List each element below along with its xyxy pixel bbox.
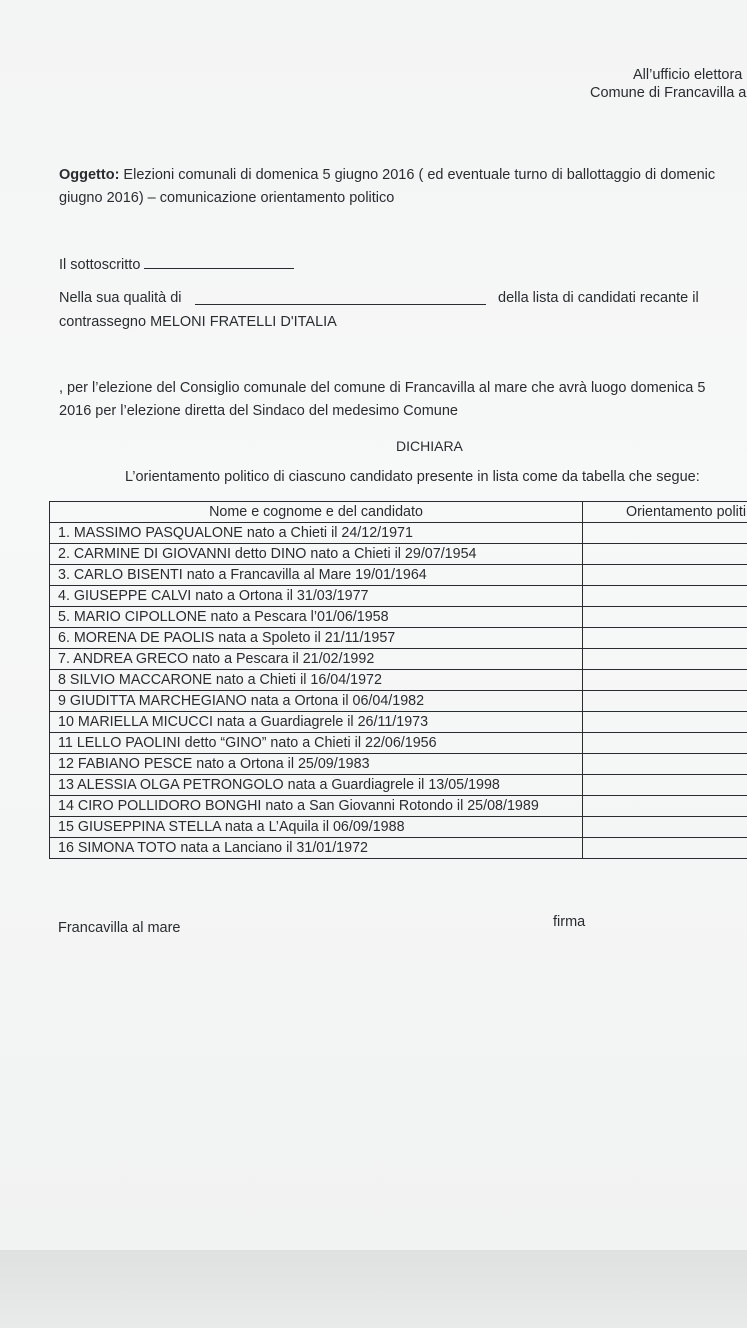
place-label: Francavilla al mare	[58, 920, 181, 936]
orientation-cell[interactable]	[583, 565, 747, 586]
table-row	[50, 775, 747, 796]
orientation-cell[interactable]	[583, 523, 747, 544]
table-row	[50, 817, 747, 838]
table-row	[50, 838, 747, 859]
candidate-cell: 6. MORENA DE PAOLIS nata a Spoleto il 21/11/1957	[50, 628, 583, 649]
table-row	[50, 796, 747, 817]
orientation-cell[interactable]	[583, 754, 747, 775]
subject-line-2: giugno 2016) – comunicazione orientamento politico	[59, 190, 395, 206]
table-row	[50, 628, 747, 649]
addressee-line-1: All’ufficio elettora	[633, 67, 743, 83]
addressee-line-2: Comune di Francavilla a	[590, 85, 747, 101]
orientation-cell[interactable]	[583, 649, 747, 670]
orientation-cell[interactable]	[583, 670, 747, 691]
table-row	[50, 565, 747, 586]
candidate-cell: 13 ALESSIA OLGA PETRONGOLO nata a Guardiagrele il 13/05/1998	[50, 775, 583, 796]
candidate-cell: 8 SILVIO MACCARONE nato a Chieti il 16/04/1972	[50, 670, 583, 691]
declaration-text: L’orientamento politico di ciascuno candidato presente in lista come da tabella che segue:	[125, 469, 700, 485]
subject-label: Oggetto:	[59, 167, 120, 183]
orientation-cell[interactable]	[583, 838, 747, 859]
orientation-cell[interactable]	[583, 775, 747, 796]
orientation-cell[interactable]	[583, 796, 747, 817]
column-header-name: Nome e cognome e del candidato	[50, 502, 583, 523]
orientation-cell[interactable]	[583, 733, 747, 754]
declaration-heading: DICHIARA	[396, 438, 463, 454]
quality-label: Nella sua qualità di	[59, 290, 182, 306]
background-surface	[0, 1250, 747, 1328]
orientation-cell[interactable]	[583, 691, 747, 712]
list-label: della lista di candidati recante il	[498, 290, 699, 306]
candidate-cell: 2. CARMINE DI GIOVANNI detto DINO nato a Chieti il 29/07/1954	[50, 544, 583, 565]
subject-line-1	[59, 166, 715, 184]
candidate-cell: 10 MARIELLA MICUCCI nata a Guardiagrele il 26/11/1973	[50, 712, 583, 733]
undersigned-label: Il sottoscritto	[59, 257, 141, 273]
candidate-cell: 7. ANDREA GRECO nato a Pescara il 21/02/1992	[50, 649, 583, 670]
candidate-cell: 5. MARIO CIPOLLONE nato a Pescara l’01/06/1958	[50, 607, 583, 628]
election-line-1: , per l’elezione del Consiglio comunale del comune di Francavilla al mare che avrà luogo domenica 5	[59, 380, 706, 396]
orientation-cell[interactable]	[583, 586, 747, 607]
candidate-cell: 15 GIUSEPPINA STELLA nata a L’Aquila il 06/09/1988	[50, 817, 583, 838]
orientation-cell[interactable]	[583, 607, 747, 628]
column-header-orientation: Orientamento politi	[583, 502, 747, 523]
table-row	[50, 586, 747, 607]
table-row	[50, 733, 747, 754]
orientation-cell[interactable]	[583, 544, 747, 565]
table-row	[50, 607, 747, 628]
table-row	[50, 712, 747, 733]
undersigned-blank	[144, 256, 294, 269]
table-row	[50, 691, 747, 712]
table-row	[50, 544, 747, 565]
candidate-cell: 9 GIUDITTA MARCHEGIANO nata a Ortona il 06/04/1982	[50, 691, 583, 712]
subject-text: Elezioni comunali di domenica 5 giugno 2016 ( ed eventuale turno di ballottaggio di domenic	[119, 167, 716, 183]
candidate-cell: 14 CIRO POLLIDORO BONGHI nato a San Giovanni Rotondo il 25/08/1989	[50, 796, 583, 817]
candidate-cell: 11 LELLO PAOLINI detto “GINO” nato a Chieti il 22/06/1956	[50, 733, 583, 754]
undersigned-line	[59, 256, 294, 274]
quality-blank	[195, 292, 486, 305]
table-row	[50, 649, 747, 670]
table-row	[50, 523, 747, 544]
candidate-cell: 3. CARLO BISENTI nato a Francavilla al Mare 19/01/1964	[50, 565, 583, 586]
signature-label: firma	[553, 914, 586, 930]
orientation-cell[interactable]	[583, 712, 747, 733]
table-row	[50, 754, 747, 775]
candidate-cell: 4. GIUSEPPE CALVI nato a Ortona il 31/03/1977	[50, 586, 583, 607]
candidate-cell: 1. MASSIMO PASQUALONE nato a Chieti il 24/12/1971	[50, 523, 583, 544]
symbol-line: contrassegno MELONI FRATELLI D'ITALIA	[59, 314, 337, 330]
candidate-cell: 16 SIMONA TOTO nata a Lanciano il 31/01/1972	[50, 838, 583, 859]
candidates-table	[49, 501, 747, 859]
election-line-2: 2016 per l’elezione diretta del Sindaco del medesimo Comune	[59, 403, 458, 419]
table-row	[50, 670, 747, 691]
orientation-cell[interactable]	[583, 817, 747, 838]
table-header-row	[50, 502, 747, 523]
candidate-cell: 12 FABIANO PESCE nato a Ortona il 25/09/1983	[50, 754, 583, 775]
orientation-cell[interactable]	[583, 628, 747, 649]
